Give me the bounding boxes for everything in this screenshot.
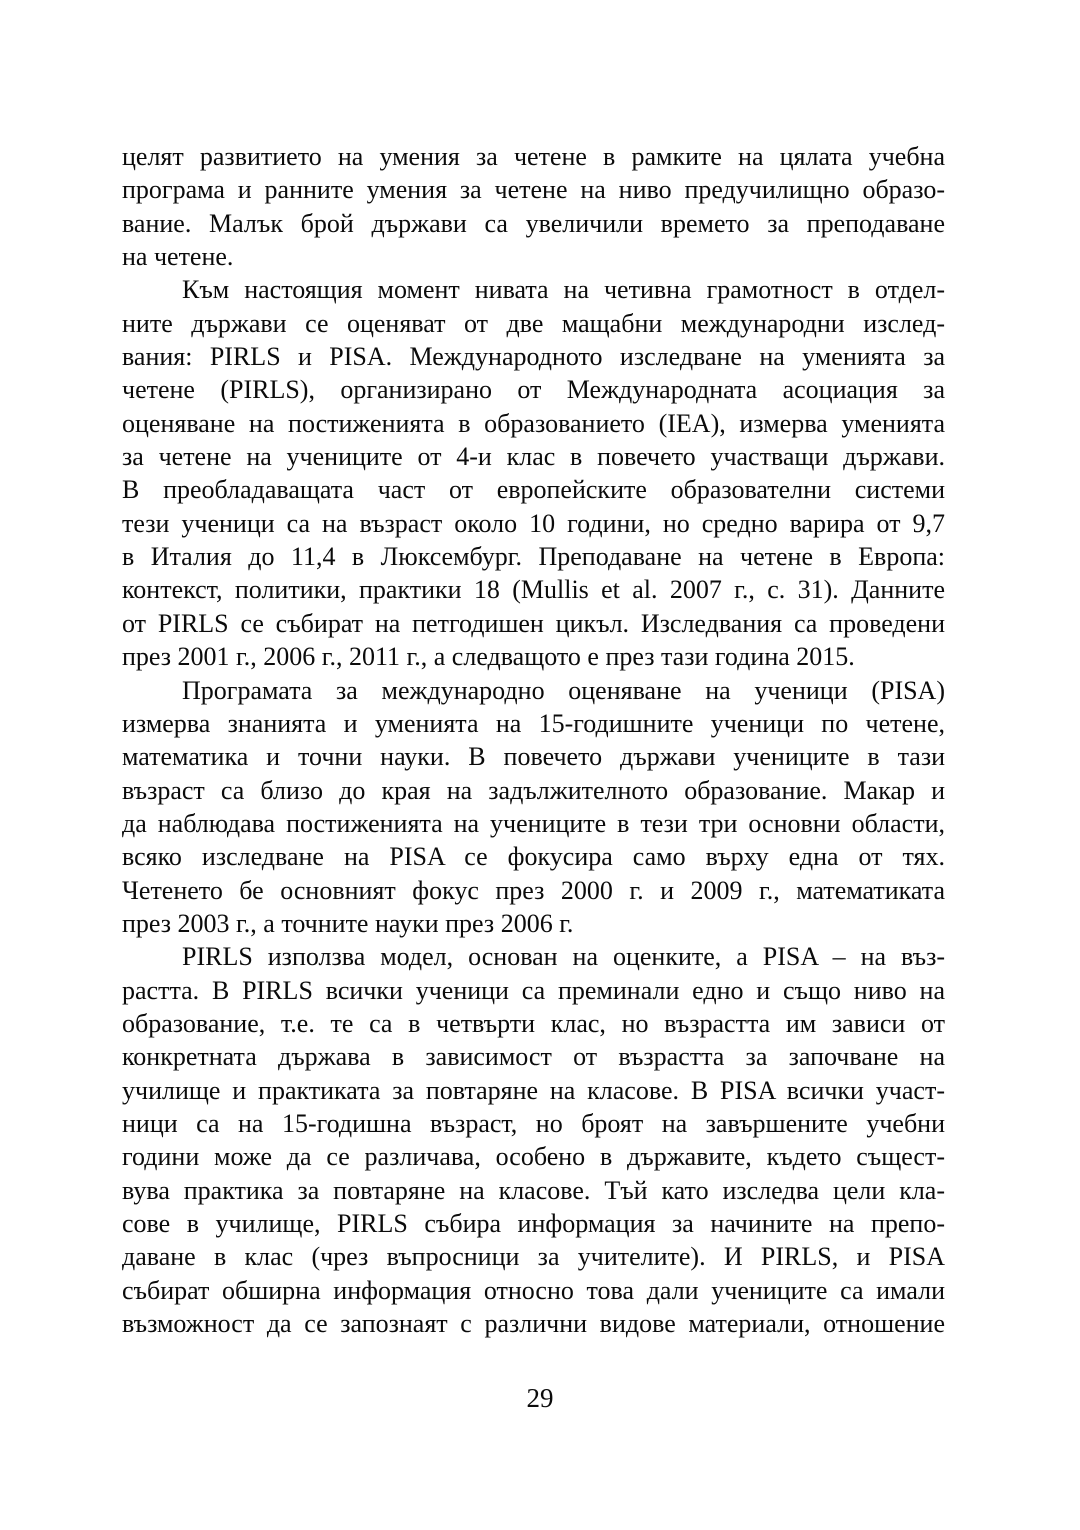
paragraph: [122, 273, 945, 673]
text-line: от PIRLS се събират на петгодишен цикъл. Изследвания са проведени: [122, 608, 945, 638]
text-line: училище и практиката за повтаряне на класове. В PISA всички участ-: [122, 1075, 945, 1105]
text-line: години може да се различава, особено в държавите, където същест-: [122, 1142, 945, 1172]
text-line: тези ученици са на възраст около 10 години, но средно варира от 9,7: [122, 508, 945, 538]
text-line: Четенето бе основният фокус през 2000 г. и 2009 г., математиката: [122, 875, 945, 905]
text-line: четене (PIRLS), организирано от Международната асоциация за: [122, 375, 945, 405]
text-line: вания: PIRLS и PISA. Международното изследване на уменията за: [122, 342, 945, 372]
text-line: вува практика за повтаряне на класове. Тъй като изследва цели кла-: [122, 1175, 945, 1205]
text-line: сове в училище, PIRLS събира информация за начините на препо-: [122, 1209, 945, 1238]
paragraph: [122, 940, 945, 1340]
text-line: за четене на учениците от 4-и клас в повечето участващи държави.: [122, 442, 945, 472]
page-number: 29: [526, 1383, 554, 1413]
text-line: всяко изследване на PISA се фокусира само върху една от тях.: [122, 842, 945, 872]
text-line: в Италия до 11,4 в Люксембург. Преподаване на четене в Европа:: [122, 542, 945, 572]
text-line: възможност да се запознаят с различни видове материали, отношение: [122, 1309, 945, 1339]
text-line: през 2001 г., 2006 г., 2011 г., а следващото е през тази година 2015.: [122, 642, 855, 672]
text-line: програма и ранните умения за четене на ниво предучилищно образо-: [122, 175, 945, 205]
body-text: [122, 140, 945, 1340]
paragraph: [122, 140, 945, 273]
text-line: събират обширна информация относно това дали учениците са имали: [122, 1275, 945, 1305]
text-line: конкретната държава в зависимост от възрастта за започване на: [122, 1042, 945, 1072]
text-line: образование, т.е. те са в четвърти клас, но възрастта им зависи от: [122, 1008, 945, 1038]
text-line: възраст са близо до края на задължителното образование. Макар и: [122, 775, 945, 805]
text-line: растта. В PIRLS всички ученици са преминали едно и също ниво на: [122, 975, 945, 1005]
text-line: да наблюдава постиженията на учениците в тези три основни области,: [122, 808, 945, 838]
text-line: през 2003 г., а точните науки през 2006 г.: [122, 908, 574, 938]
text-line: Програмата за международно оценяване на ученици (PISA): [182, 675, 945, 705]
text-line: контекст, политики, практики 18 (Mullis et al. 2007 г., с. 31). Данните: [122, 575, 945, 605]
text-line: PIRLS използва модел, основан на оценките, а PISA – на въз-: [182, 942, 945, 972]
text-line: Към настоящия момент нивата на четивна грамотност в отдел-: [182, 275, 945, 305]
text-line: В преобладаващата част от европейските образователни системи: [122, 475, 945, 505]
text-line: на четене.: [122, 242, 234, 272]
text-line: ници са на 15-годишна възраст, но броят на завършените учебни: [122, 1108, 945, 1138]
text-line: даване в клас (чрез въпросници за учителите). И PIRLS, и PISA: [122, 1242, 945, 1272]
text-line: измерва знанията и уменията на 15-годишните ученици по четене,: [122, 708, 945, 738]
paragraph: [122, 674, 945, 941]
text-line: математика и точни науки. В повечето държави учениците в тази: [122, 742, 945, 772]
text-line: оценяване на постиженията в образованието (IEA), измерва уменията: [122, 408, 945, 438]
text-line: вание. Малък брой държави са увеличили времето за преподаване: [122, 208, 945, 238]
text-line: целят развитието на умения за четене в рамките на цялата учебна: [122, 142, 945, 171]
text-line: ните държави се оценяват от две мащабни международни изслед-: [122, 308, 945, 338]
